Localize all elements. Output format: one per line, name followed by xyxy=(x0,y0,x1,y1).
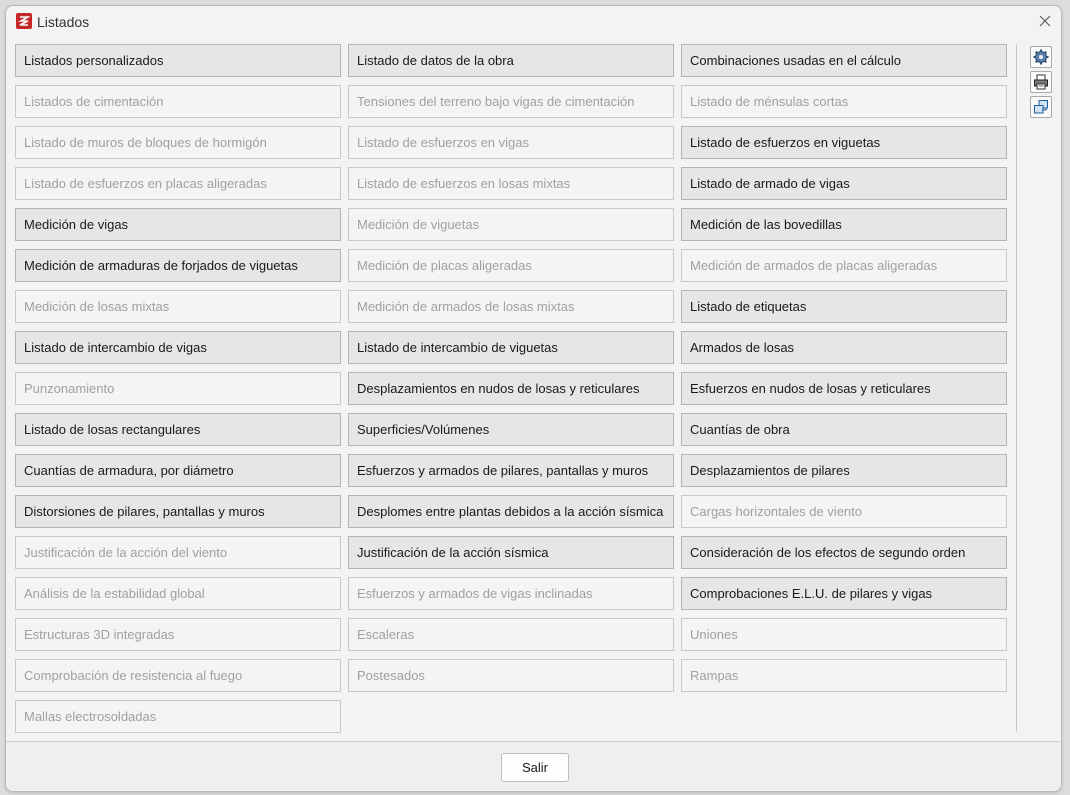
listing-button[interactable]: Medición de las bovedillas xyxy=(681,208,1007,241)
listing-button[interactable]: Consideración de los efectos de segundo orden xyxy=(681,536,1007,569)
listing-button: Punzonamiento xyxy=(15,372,341,405)
listing-button[interactable]: Comprobaciones E.L.U. de pilares y vigas xyxy=(681,577,1007,610)
listing-button: Uniones xyxy=(681,618,1007,651)
listing-button: Análisis de la estabilidad global xyxy=(15,577,341,610)
copy-windows-icon xyxy=(1033,99,1049,115)
listing-button: Listado de esfuerzos en placas aligeradas xyxy=(15,167,341,200)
listing-button: Medición de losas mixtas xyxy=(15,290,341,323)
listing-button: Listados de cimentación xyxy=(15,85,341,118)
window-title: Listados xyxy=(37,14,90,30)
listing-button: Escaleras xyxy=(348,618,674,651)
listing-button[interactable]: Listado de intercambio de vigas xyxy=(15,331,341,364)
listing-button: Tensiones del terreno bajo vigas de cimentación xyxy=(348,85,674,118)
listing-button: Cargas horizontales de viento xyxy=(681,495,1007,528)
listing-button: Medición de placas aligeradas xyxy=(348,249,674,282)
gear-settings-icon xyxy=(1033,49,1049,65)
close-button[interactable] xyxy=(1029,6,1061,36)
footer-divider xyxy=(6,741,1061,742)
listing-button: Mallas electrosoldadas xyxy=(15,700,341,733)
listing-button: Medición de armados de losas mixtas xyxy=(348,290,674,323)
listing-button[interactable]: Cuantías de obra xyxy=(681,413,1007,446)
listing-button[interactable]: Desplazamientos de pilares xyxy=(681,454,1007,487)
listing-button: Estructuras 3D integradas xyxy=(15,618,341,651)
close-icon xyxy=(1039,15,1051,27)
listing-button: Justificación de la acción del viento xyxy=(15,536,341,569)
listing-button[interactable]: Medición de vigas xyxy=(15,208,341,241)
listing-button: Listado de esfuerzos en vigas xyxy=(348,126,674,159)
exit-button[interactable]: Salir xyxy=(501,753,569,782)
listing-button: Medición de viguetas xyxy=(348,208,674,241)
listing-button[interactable]: Listado de losas rectangulares xyxy=(15,413,341,446)
listings-grid xyxy=(15,44,1007,734)
side-toolbar xyxy=(1030,46,1054,118)
listing-button[interactable]: Justificación de la acción sísmica xyxy=(348,536,674,569)
listing-button: Medición de armados de placas aligeradas xyxy=(681,249,1007,282)
printer-icon xyxy=(1033,74,1049,90)
listing-button[interactable]: Distorsiones de pilares, pantallas y muros xyxy=(15,495,341,528)
listing-button[interactable]: Armados de losas xyxy=(681,331,1007,364)
listing-button[interactable]: Esfuerzos en nudos de losas y reticulares xyxy=(681,372,1007,405)
listing-button: Listado de esfuerzos en losas mixtas xyxy=(348,167,674,200)
listing-button[interactable]: Listado de datos de la obra xyxy=(348,44,674,77)
listing-button[interactable]: Listado de etiquetas xyxy=(681,290,1007,323)
listing-button[interactable]: Listado de armado de vigas xyxy=(681,167,1007,200)
listing-button[interactable]: Desplazamientos en nudos de losas y reticulares xyxy=(348,372,674,405)
listing-button[interactable]: Combinaciones usadas en el cálculo xyxy=(681,44,1007,77)
vertical-divider xyxy=(1016,44,1017,732)
listing-button: Comprobación de resistencia al fuego xyxy=(15,659,341,692)
listing-button[interactable]: Listados personalizados xyxy=(15,44,341,77)
settings-button[interactable] xyxy=(1030,46,1052,68)
listing-button: Esfuerzos y armados de vigas inclinadas xyxy=(348,577,674,610)
listing-button[interactable]: Superficies/Volúmenes xyxy=(348,413,674,446)
listing-button[interactable]: Esfuerzos y armados de pilares, pantallas y muros xyxy=(348,454,674,487)
title-bar xyxy=(6,6,1061,38)
copy-button[interactable] xyxy=(1030,96,1052,118)
listing-button: Postesados xyxy=(348,659,674,692)
listing-button[interactable]: Medición de armaduras de forjados de viguetas xyxy=(15,249,341,282)
listing-button[interactable]: Listado de esfuerzos en viguetas xyxy=(681,126,1007,159)
listing-button[interactable]: Listado de intercambio de viguetas xyxy=(348,331,674,364)
listing-button: Listado de muros de bloques de hormigón xyxy=(15,126,341,159)
listing-button[interactable]: Cuantías de armadura, por diámetro xyxy=(15,454,341,487)
listing-button: Listado de ménsulas cortas xyxy=(681,85,1007,118)
cype-app-icon xyxy=(16,13,32,29)
listados-dialog xyxy=(5,5,1062,792)
listing-button: Rampas xyxy=(681,659,1007,692)
listing-button[interactable]: Desplomes entre plantas debidos a la acción sísmica xyxy=(348,495,674,528)
print-button[interactable] xyxy=(1030,71,1052,93)
